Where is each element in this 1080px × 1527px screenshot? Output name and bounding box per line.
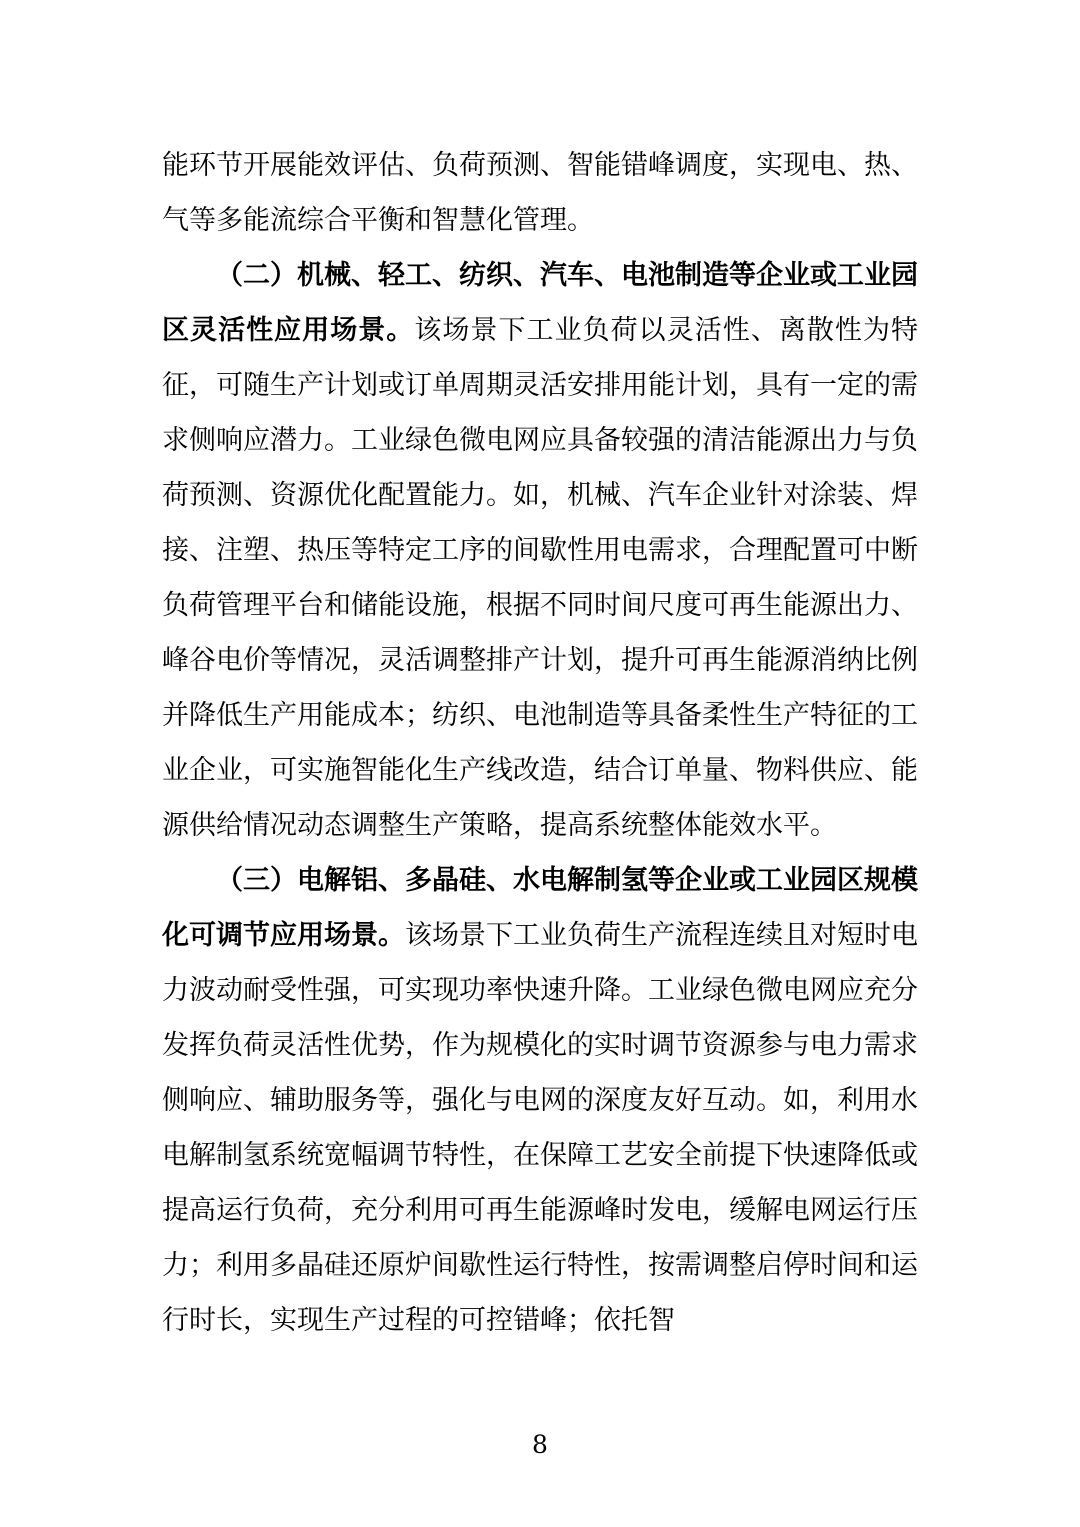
paragraph-section-2 [162, 248, 918, 853]
page-number: 8 [532, 1430, 548, 1459]
paragraph-section-3 [162, 853, 918, 1348]
section-heading-3: （三）电解铝、多晶硅、水电解制氢等企业或工业园区规模化可调节应用场景。 [162, 865, 918, 951]
section-heading-2: （二）机械、轻工、纺织、汽车、电池制造等企业或工业园区灵活性应用场景。 [162, 260, 918, 346]
paragraph-continuation [162, 138, 918, 248]
paragraph-text: 该场景下工业负荷生产流程连续且对短时电力波动耐受性强，可实现功率快速升降。工业绿色微电网应充分发挥负荷灵活性优势，作为规模化的实时调节资源参与电力需求侧响应、辅助服务等，强化与电网的深度友好互动。如，利用水电解制氢系统宽幅调节特性，在保障工艺安全前提下快速降低或提高运行负荷，充分利用可再生能源峰时发电，缓解电网运行压力；利用多晶硅还原炉间歇性运行特性，按需调整启停时间和运行时长，实现生产过程的可控错峰；依托智 [162, 920, 918, 1336]
paragraph-text: 能环节开展能效评估、负荷预测、智能错峰调度，实现电、热、气等多能流综合平衡和智慧化管理。 [162, 150, 918, 236]
document-body [162, 138, 918, 1348]
paragraph-text: 该场景下工业负荷以灵活性、离散性为特征，可随生产计划或订单周期灵活安排用能计划，具有一定的需求侧响应潜力。工业绿色微电网应具备较强的清洁能源出力与负荷预测、资源优化配置能力。如，机械、汽车企业针对涂装、焊接、注塑、热压等特定工序的间歇性用电需求，合理配置可中断负荷管理平台和储能设施，根据不同时间尺度可再生能源出力、峰谷电价等情况，灵活调整排产计划，提升可再生能源消纳比例并降低生产用能成本；纺织、电池制造等具备柔性生产特征的工业企业，可实施智能化生产线改造，结合订单量、物料供应、能源供给情况动态调整生产策略，提高系统整体能效水平。 [162, 315, 919, 841]
